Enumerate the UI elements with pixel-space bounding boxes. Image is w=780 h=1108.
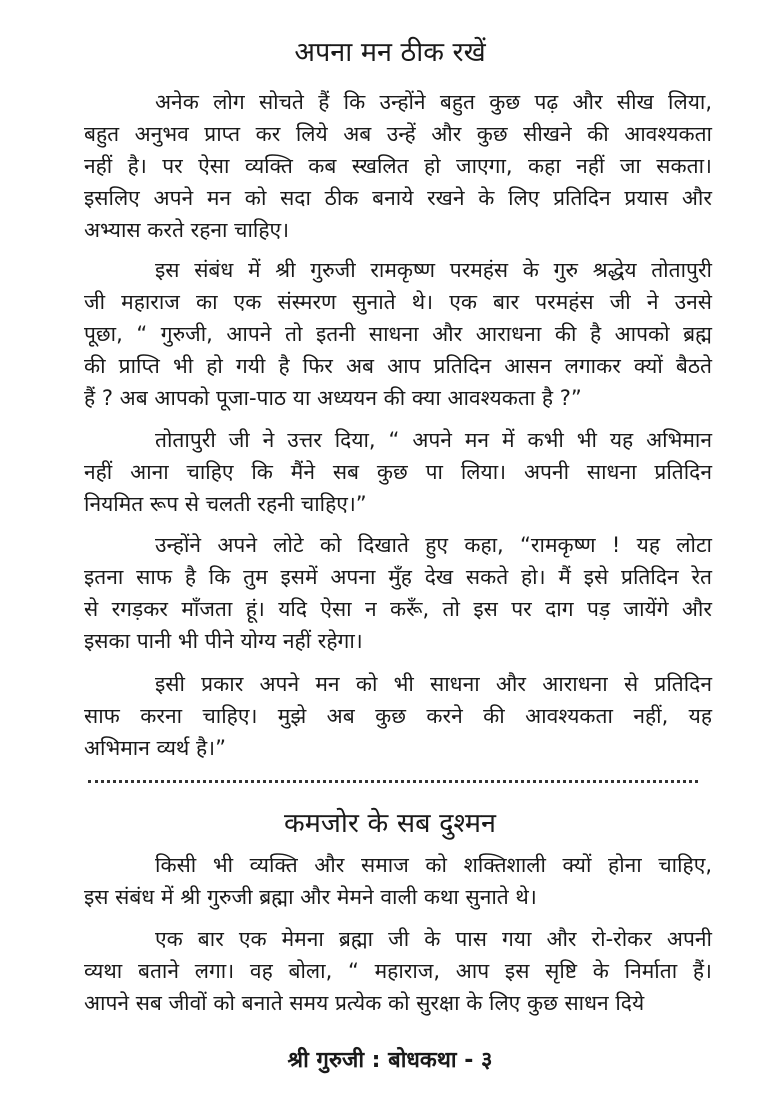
section-title: कमजोर के सब दुश्मन [283, 808, 497, 839]
paragraph-line: साफ करना चाहिए। मुझे अब कुछ करने की आवश्यकता नहीं, यह [84, 704, 712, 728]
paragraph-line: अनेक लोग सोचते हैं कि उन्होंने बहुत कुछ पढ़ और सीख लिया, [155, 90, 712, 114]
paragraph-line: पूछा, “ गुरुजी, आपने तो इतनी साधना और आराधना की है आपको ब्रह्म [84, 322, 712, 346]
paragraph-line: इतना साफ है कि तुम इसमें अपना मुँह देख सकते हो। मैं इसे प्रतिदिन रेत [84, 565, 712, 589]
paragraph-line: बहुत अनुभव प्राप्त कर लिये अब उन्हें और कुछ सीखने की आवश्यकता [84, 122, 712, 146]
paragraph-line: हैं ? अब आपको पूजा-पाठ या अध्ययन की क्या आवश्यकता है ?” [84, 386, 582, 410]
section-title: अपना मन ठीक रखें [294, 37, 486, 68]
paragraph-line: अभिमान व्यर्थ है।” [84, 736, 227, 760]
paragraph-line: व्यथा बताने लगा। वह बोला, “ महाराज, आप इस सृष्टि के निर्माता हैं। [84, 959, 712, 983]
paragraph-line: इस संबंध में श्री गुरुजी ब्रह्मा और मेमने वाली कथा सुनाते थे। [84, 885, 537, 909]
paragraph-line: इसलिए अपने मन को सदा ठीक बनाये रखने के लिए प्रतिदिन प्रयास और [84, 186, 712, 210]
paragraph-line: अभ्यास करते रहना चाहिए। [84, 218, 290, 242]
paragraph-line: आपने सब जीवों को बनाते समय प्रत्येक को सुरक्षा के लिए कुछ साधन दिये [84, 991, 645, 1015]
paragraph-line: नहीं आना चाहिए कि मैंने सब कुछ पा लिया। अपनी साधना प्रतिदिन [84, 460, 712, 484]
paragraph-line: उन्होंने अपने लोटे को दिखाते हुए कहा, “रामकृष्ण ! यह लोटा [155, 533, 712, 557]
paragraph-line: इसी प्रकार अपने मन को भी साधना और आराधना से प्रतिदिन [155, 672, 712, 696]
paragraph-line: इस संबंध में श्री गुरुजी रामकृष्ण परमहंस के गुरु श्रद्धेय तोतापुरी [155, 258, 712, 282]
paragraph-line: तोतापुरी जी ने उत्तर दिया, “ अपने मन में कभी भी यह अभिमान [155, 428, 712, 452]
paragraph-line: किसी भी व्यक्ति और समाज को शक्तिशाली क्यों होना चाहिए, [155, 853, 712, 877]
paragraph-line: नियमित रूप से चलती रहनी चाहिए।” [84, 492, 367, 516]
paragraph-line: जी महाराज का एक संस्मरण सुनाते थे। एक बार परमहंस जी ने उनसे [84, 290, 712, 314]
paragraph-line: एक बार एक मेमना ब्रह्मा जी के पास गया और रो-रोकर अपनी [155, 927, 712, 951]
page-footer: श्री गुरुजी : बोधकथा - ३ [287, 1048, 493, 1073]
dotted-divider [88, 780, 698, 783]
paragraph-line: नहीं है। पर ऐसा व्यक्ति कब स्खलित हो जाएगा, कहा नहीं जा सकता। [84, 154, 712, 178]
paragraph-line: की प्राप्ति भी हो गयी है फिर अब आप प्रतिदिन आसन लगाकर क्यों बैठते [84, 354, 712, 378]
paragraph-line: से रगड़कर माँजता हूं। यदि ऐसा न करूँ, तो इस पर दाग पड़ जायेंगे और [84, 597, 712, 621]
paragraph-line: इसका पानी भी पीने योग्य नहीं रहेगा। [84, 629, 363, 653]
